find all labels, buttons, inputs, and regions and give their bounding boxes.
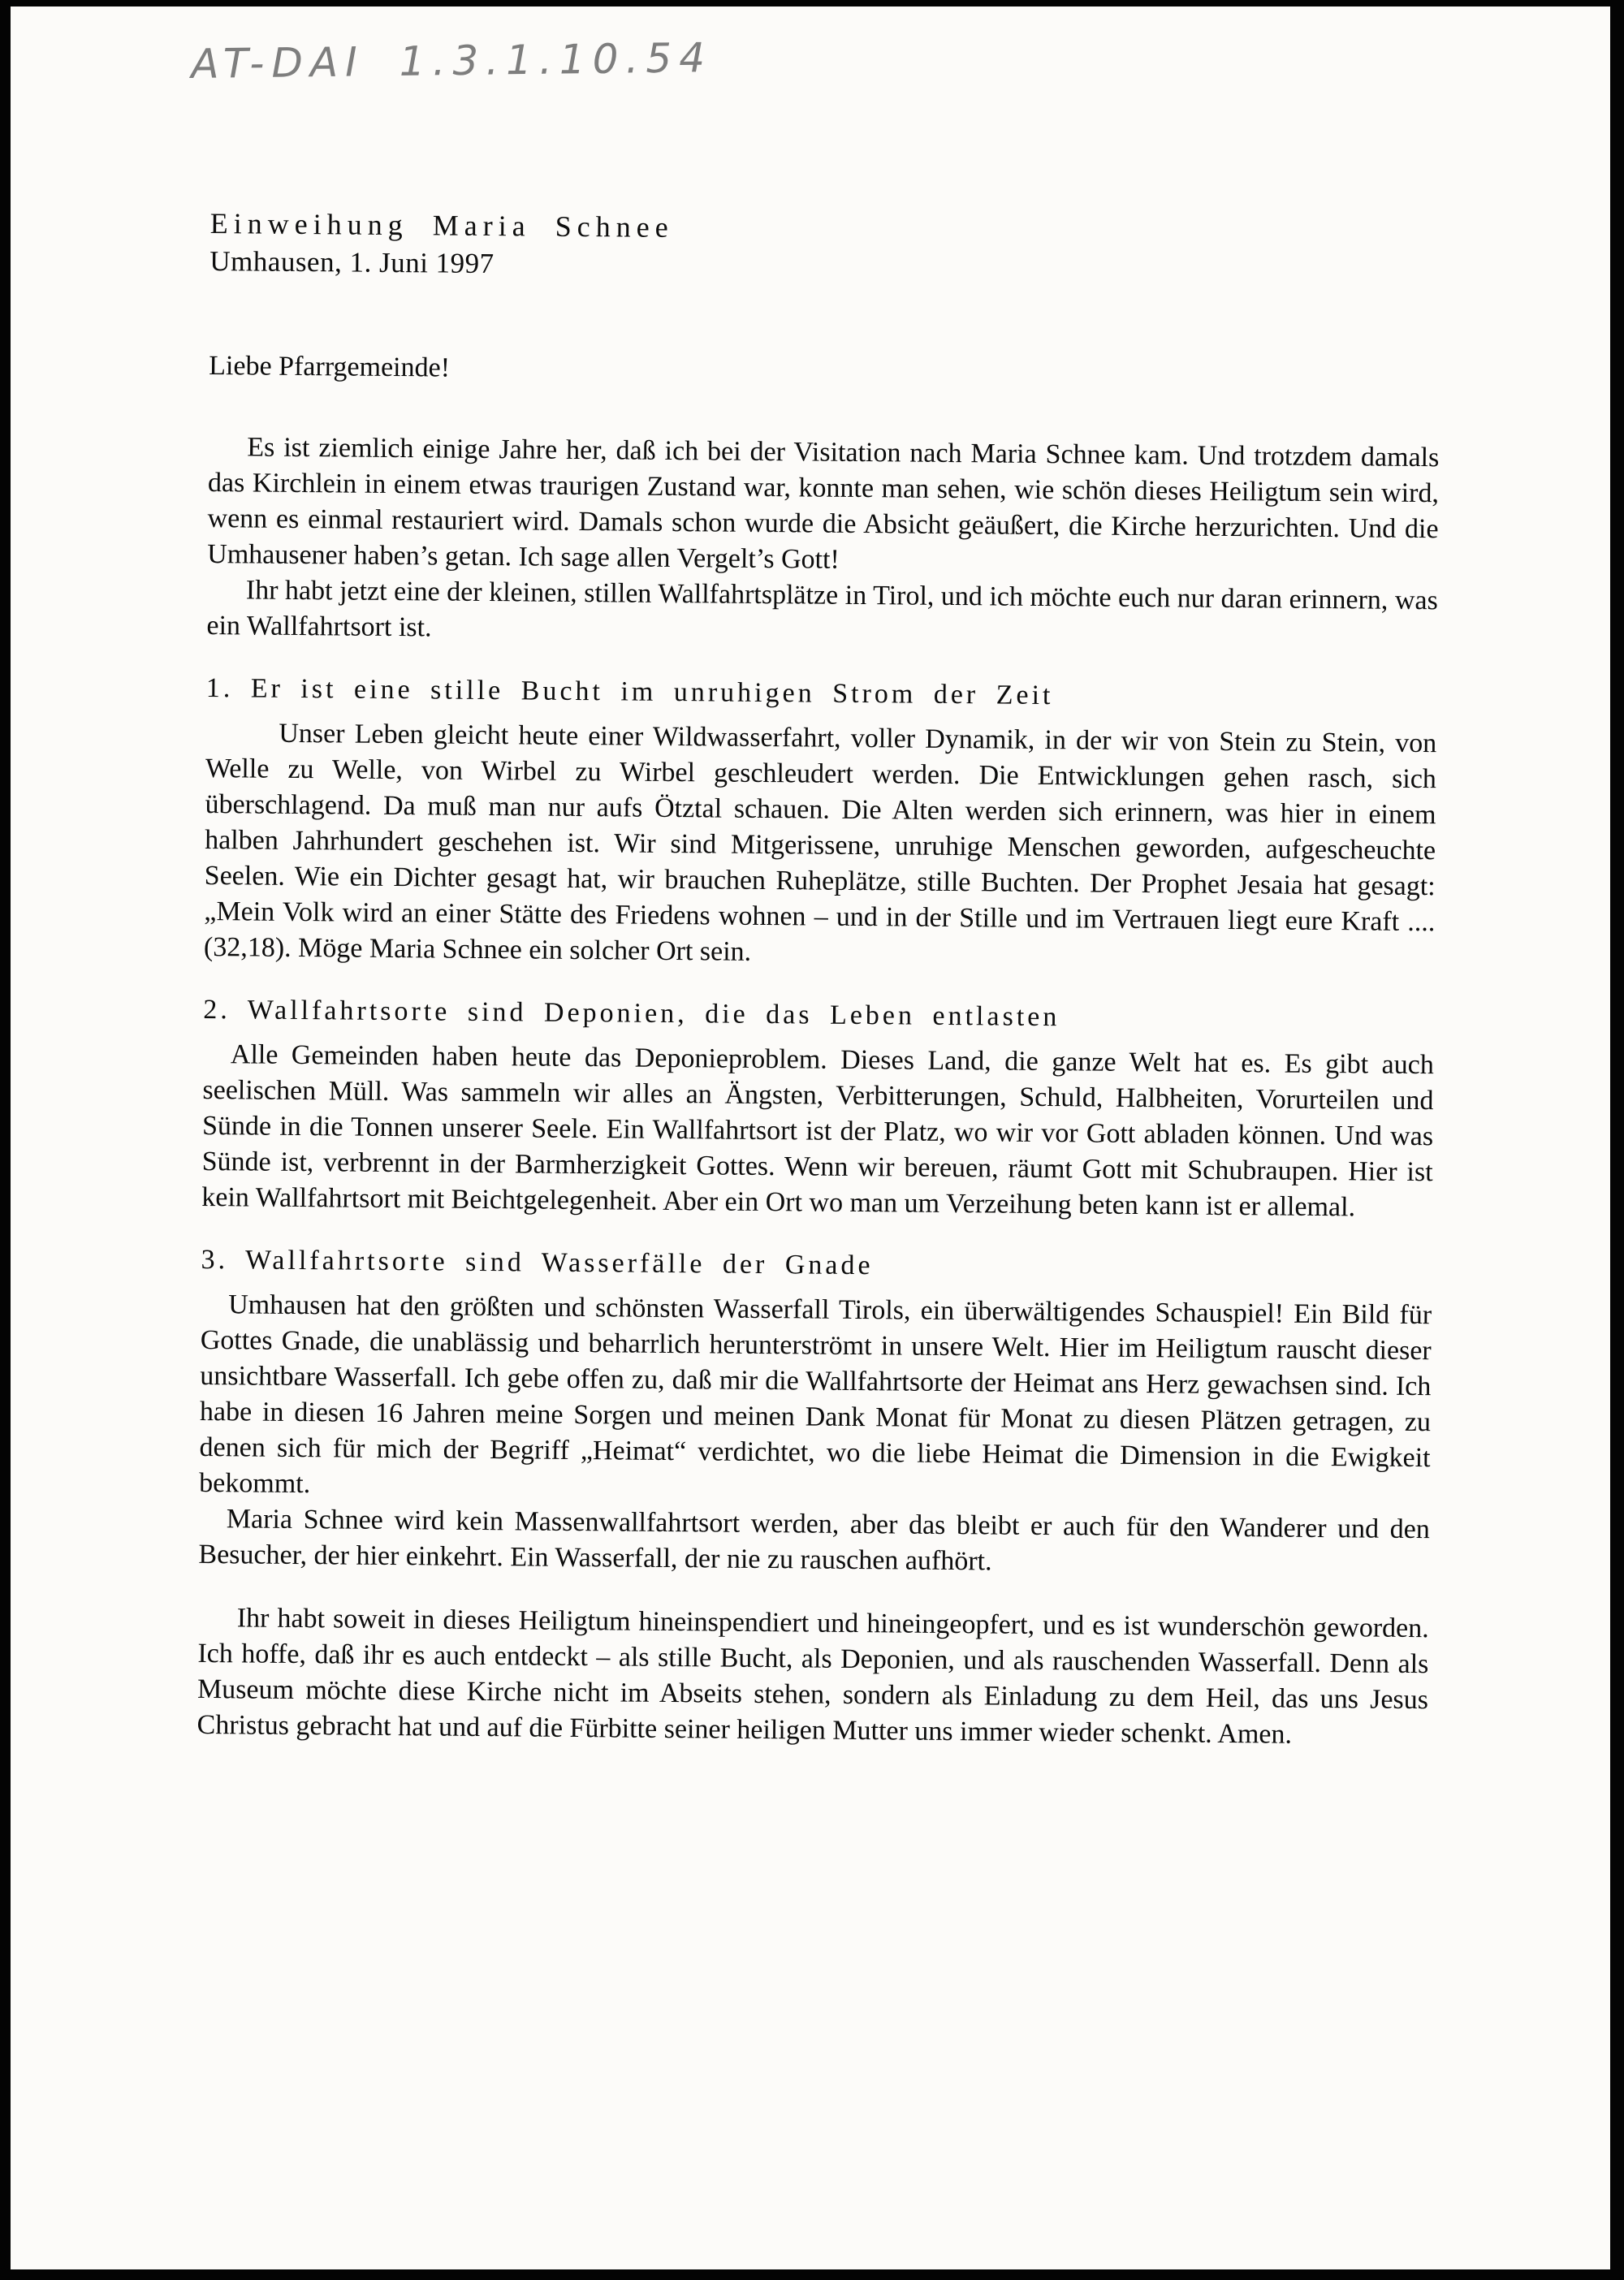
document-title: Einweihung Maria Schnee <box>209 206 674 244</box>
section-2-heading: 2. Wallfahrtsorte sind Deponien, die das Leben entlasten <box>203 994 1060 1033</box>
closing-paragraph: Ihr habt soweit in dieses Heiligtum hineinspendiert und hineingeopfert, und es ist wunderschön geworden. Ich hoffe, daß ihr es auch entdeckt – als stille Bucht, als Deponien, und als rauschenden Wasserfall. Denn als Museum möchte diese Kirche nicht im Abseits stehen, sondern als Einladung zu dem Heil, das uns Jesus Christus gebracht hat und auf die Fürbitte seiner heiligen Mutter uns immer wieder schenkt. Amen. <box>197 1603 1429 1750</box>
section-2-paragraph: Alle Gemeinden haben heute das Deponieproblem. Dieses Land, die ganze Welt hat es. Es gibt auch seelischen Müll. Was sammeln wir alles an Ängsten, Verbitterungen, Schuld, Halbheiten, Vorurteilen und Sünde in die Tonnen unserer Seele. Ein Wallfahrtsort ist der Platz, wo wir vor Gott abladen können. Und was Sünde ist, verbrennt in der Barmherzigkeit Gottes. Wenn wir bereuen, räumt Gott mit Schubraupen. Hier ist kein Wallfahrtsort mit Beichtgelegenheit. Aber ein Ort wo man um Verzeihung beten kann ist er allemal. <box>201 1039 1434 1223</box>
document-page <box>11 6 1610 2269</box>
document-body <box>197 204 1440 1754</box>
section-3-heading: 3. Wallfahrtsorte sind Wasserfälle der Gnade <box>201 1244 874 1281</box>
intro-paragraph-2: Ihr habt jetzt eine der kleinen, stillen Wallfahrtsplätze in Tirol, und ich möchte euch nur daran erinnern, was ein Wallfahrtsort ist. <box>206 575 1438 643</box>
section-3-paragraph-2: Maria Schnee wird kein Massenwallfahrtsort werden, aber das bleibt er auch für den Wanderer und den Besucher, der hier einkehrt. Ein Wasserfall, der nie zu rauschen aufhört. <box>198 1504 1430 1577</box>
section-3-paragraph-1: Umhausen hat den größten und schönsten Wasserfall Tirols, ein überwältigendes Schauspiel! Ein Bild für Gottes Gnade, die unablässig und beharrlich herunterströmt in unsere Welt. Hier im Heiligtum rauscht dieser unsichtbare Wasserfall. Ich gebe offen zu, daß mir die Wallfahrtsorte der Heimat ans Herz gewachsen sind. Ich habe in diesen 16 Jahren meine Sorgen und meinen Dank Monat für Monat zu diesen Plätzen getragen, zu denen sich für mich der Begriff „Heimat“ verdichtet, wo die liebe Heimat die Dimension in die Ewigkeit bekommt. <box>199 1289 1432 1500</box>
section-1-paragraph: Unser Leben gleicht heute einer Wildwasserfahrt, voller Dynamik, in der wir von Stein zu Stein, von Welle zu Welle, von Wirbel zu Wirbel geschleudert werden. Die Entwicklungen gehen rasch, sich überschlagend. Da muß man nur aufs Ötztal schauen. Die Alten werden sich erinnern, was hier in einem halben Jahrhundert geschehen ist. Wir sind Mitgerissene, unruhige Menschen geworden, aufgescheuchte Seelen. Wie ein Dichter gesagt hat, wir brauchen Ruheplätze, stille Buchten. Der Prophet Jesaia hat gesagt: „Mein Volk wird an einer Stätte des Friedens wohnen – und in der Stille und im Vertrauen liegt eure Kraft .... (32,18). Möge Maria Schnee ein solcher Ort sein. <box>203 718 1437 967</box>
section-1-heading: 1. Er ist eine stille Bucht im unruhigen Strom der Zeit <box>205 672 1054 711</box>
archival-reference-handwritten: AT-DAI 1.3.1.10.54 <box>191 34 713 88</box>
salutation: Liebe Pfarrgemeinde! <box>209 350 451 383</box>
document-place-date: Umhausen, 1. Juni 1997 <box>209 244 495 280</box>
intro-paragraph-1: Es ist ziemlich einige Jahre her, daß ich bei der Visitation nach Maria Schnee kam. Und trotzdem damals das Kirchlein in einem etwas traurigen Zustand war, konnte man sehen, wie schön dieses Heiligtum sein wird, wenn es einmal restauriert wird. Damals schon wurde die Absicht geäußert, die Kirche herzurichten. Und die Umhausener haben’s getan. Ich sage allen Vergelt’s Gott! <box>207 432 1440 575</box>
